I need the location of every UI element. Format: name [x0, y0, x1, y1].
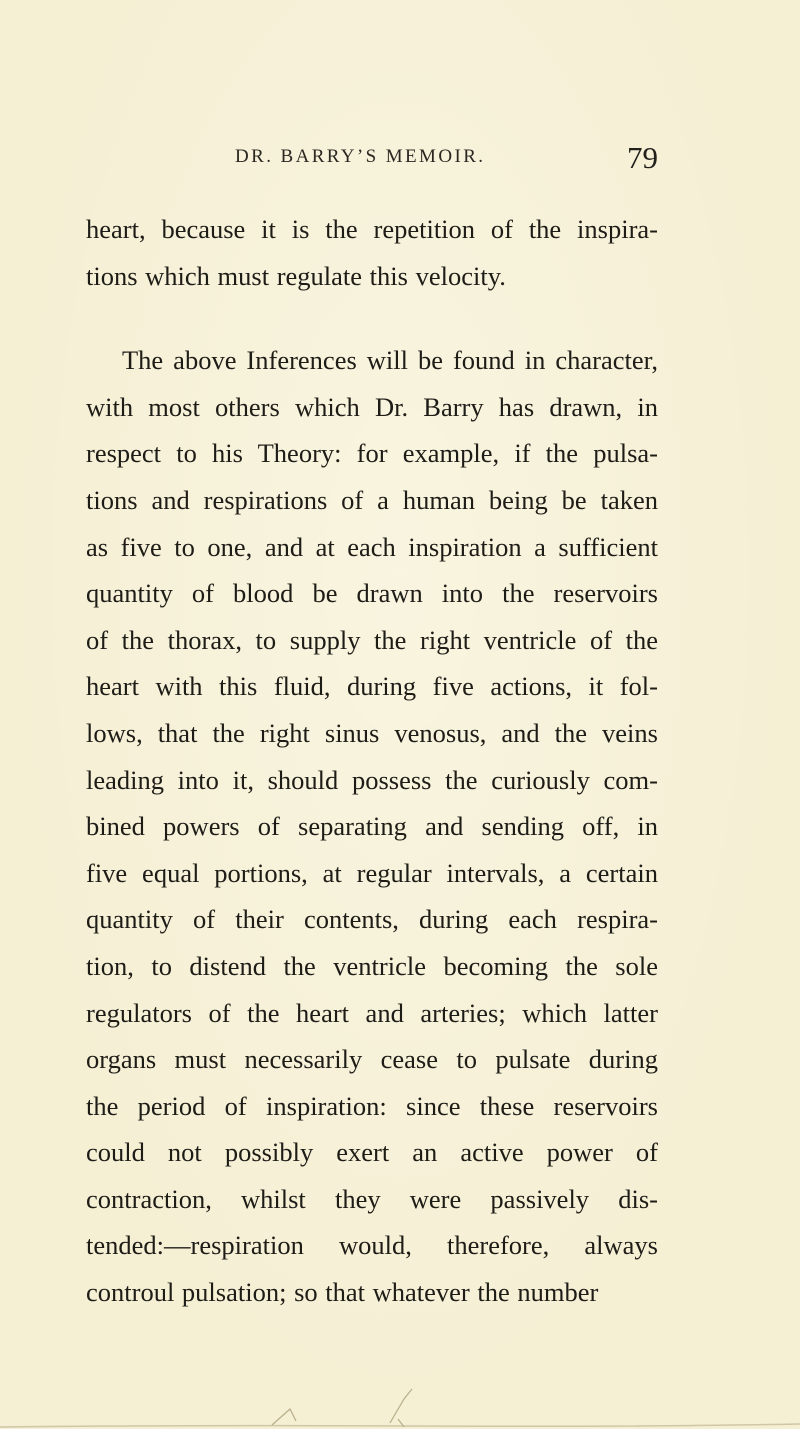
text-line: organs must necessarily cease to pulsate during: [86, 1044, 658, 1075]
paragraph-gap: [86, 299, 658, 337]
page-number: 79: [627, 140, 658, 175]
text-line: five equal portions, at regular intervals, a certain: [86, 857, 658, 888]
body-text: [86, 206, 658, 1316]
running-title: DR. BARRY’S MEMOIR.: [235, 146, 486, 167]
text-line: respect to his Theory: for example, if the pulsa-: [86, 438, 658, 469]
text-line: lows, that the right sinus venosus, and the veins: [86, 717, 658, 748]
text-line: quantity of blood be drawn into the reservoirs: [86, 578, 658, 609]
text-line: The above Inferences will be found in character,: [122, 345, 658, 376]
paragraph: [86, 206, 658, 299]
text-line: as five to one, and at each inspiration a sufficient: [86, 531, 658, 562]
text-line: tion, to distend the ventricle becoming the sole: [86, 950, 658, 981]
text-line: leading into it, should possess the curiously com-: [86, 764, 658, 795]
text-line: of the thorax, to supply the right ventricle of the: [86, 624, 658, 655]
text-line: regulators of the heart and arteries; which latter: [86, 997, 658, 1028]
text-line: could not possibly exert an active power of: [86, 1137, 658, 1168]
running-head: [0, 140, 800, 176]
text-line: bined powers of separating and sending off, in: [86, 811, 658, 842]
text-line: heart with this fluid, during five actions, it fol-: [86, 671, 658, 702]
text-line: tended:—respiration would, therefore, always: [86, 1230, 658, 1261]
text-line: contraction, whilst they were passively dis-: [86, 1183, 658, 1214]
text-line: tions and respirations of a human being be taken: [86, 484, 658, 515]
text-line: controul pulsation; so that whatever the number: [86, 1277, 599, 1308]
text-line: quantity of their contents, during each respira-: [86, 904, 658, 935]
paragraph: [86, 337, 658, 1315]
text-line: with most others which Dr. Barry has drawn, in: [86, 391, 658, 422]
text-line: the period of inspiration: since these reservoirs: [86, 1090, 658, 1121]
text-line: tions which must regulate this velocity.: [86, 260, 506, 291]
bottom-ink-marks: [0, 1369, 800, 1429]
text-line: heart, because it is the repetition of the inspira-: [86, 214, 658, 244]
